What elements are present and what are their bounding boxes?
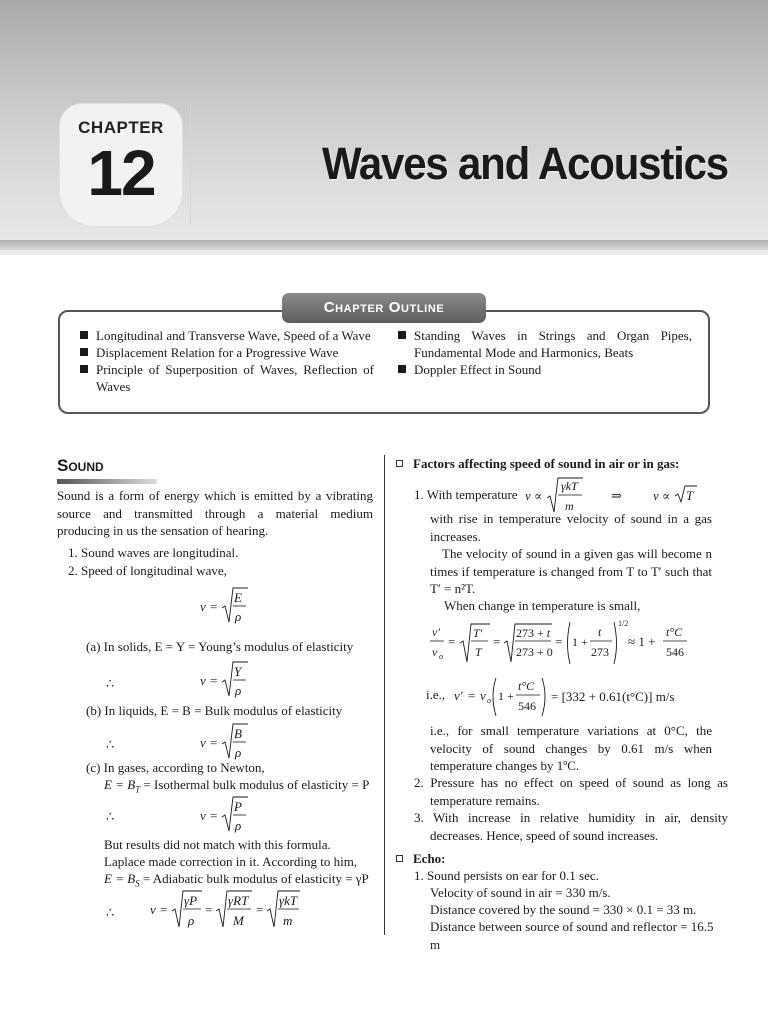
chapter-outline-label: Chapter Outline (282, 293, 486, 323)
chapter-label: CHAPTER (78, 118, 164, 137)
ie-lead: i.e., (426, 687, 446, 702)
echo-line-3: Distance covered by the sound = 330 × 0.1 = 33 m. (430, 902, 697, 917)
gases-line: (c) In gases, according to Newton, (86, 760, 265, 775)
bullet-square-icon (398, 331, 406, 339)
svg-text:=: = (468, 688, 476, 703)
echo-line-1: 1. Sound persists on ear for 0.1 sec. (414, 868, 599, 883)
svg-text:Y: Y (234, 664, 242, 679)
svg-text:=: = (205, 902, 213, 917)
echo-heading: Echo: (413, 851, 446, 866)
svg-text:γkT: γkT (561, 479, 578, 493)
therefore-symbol: ∴ (106, 809, 115, 824)
column-divider (384, 455, 385, 935)
svg-text:γP: γP (184, 893, 198, 908)
outline-item: Doppler Effect in Sound (396, 361, 692, 378)
therefore-symbol: ∴ (106, 737, 115, 752)
svg-text:v: v (200, 599, 206, 614)
factor-point-2: 2. Pressure has no effect on speed of sound as long as temperature remains. (414, 775, 728, 808)
svg-text:o: o (487, 696, 491, 705)
chapter-badge (60, 104, 182, 226)
svg-text:273 + 0: 273 + 0 (516, 645, 553, 659)
checkbox-bullet-icon (396, 855, 403, 862)
factor-para-small-change: When change in temperature is small, (444, 598, 641, 613)
formula-laplace (150, 887, 310, 933)
checkbox-bullet-icon (396, 460, 403, 467)
svg-text:=: = (160, 902, 168, 917)
factor-para-n-times: The velocity of sound in a given gas will become n times if temperature is changed from T to T′ such that T′ = n²T. (430, 546, 712, 596)
factor-1-lead: 1. With temperature (414, 487, 518, 502)
liquids-line: (b) In liquids, E = B = Bulk modulus of elasticity (86, 703, 343, 718)
svg-text:T′: T′ (473, 626, 483, 640)
laplace-text-1: But results did not match with this formula. (104, 837, 331, 852)
svg-text:≈ 1 +: ≈ 1 + (628, 634, 656, 649)
svg-text:=: = (210, 808, 218, 823)
svg-text:t: t (598, 625, 602, 639)
ie-paragraph: i.e., for small temperature variations at 0°C, the velocity of sound changes by 0.61 m/s when temperature changes by 1ºC. (430, 723, 712, 773)
svg-text:=: = (210, 599, 218, 614)
svg-text:v: v (200, 673, 206, 688)
formula-solids (200, 658, 260, 702)
outline-left-column (78, 327, 374, 395)
svg-text:ρ: ρ (235, 609, 242, 624)
svg-text:v: v (653, 488, 659, 503)
outline-item: Principle of Superposition of Waves, Reflection of Waves (78, 361, 374, 395)
svg-text:v: v (200, 735, 206, 750)
svg-text:T: T (475, 645, 482, 659)
svg-text:ρ: ρ (235, 818, 242, 833)
svg-text:=: = (448, 634, 456, 649)
svg-text:=: = (555, 634, 563, 649)
isothermal-line: $E = B_T$ = Isothermal bulk modulus of elasticity = P (104, 777, 370, 795)
svg-text:546: 546 (518, 699, 536, 713)
outline-item: Longitudinal and Transverse Wave, Speed of a Wave (78, 327, 374, 344)
svg-text:1 +: 1 + (498, 689, 514, 703)
svg-text:E: E (234, 590, 242, 605)
svg-text:T: T (686, 488, 694, 503)
svg-text:v: v (150, 902, 156, 917)
outline-item: Standing Waves in Strings and Organ Pipes, Fundamental Mode and Harmonics, Beats (396, 327, 692, 361)
svg-text:273 + t: 273 + t (516, 626, 551, 640)
outline-item: Displacement Relation for a Progressive Wave (78, 344, 374, 361)
bullet-square-icon (80, 365, 88, 373)
svg-text:v′: v′ (454, 688, 463, 703)
svg-text:v: v (525, 488, 531, 503)
bullet-square-icon (80, 348, 88, 356)
laplace-text-2: Laplace made correction in it. According to him, (104, 854, 358, 869)
therefore-symbol: ∴ (106, 676, 115, 691)
outline-right-column (396, 327, 692, 378)
echo-line-2: Velocity of sound in air = 330 m/s. (430, 885, 611, 900)
sound-point-2: 2. Speed of longitudinal wave, (68, 563, 227, 578)
svg-text:ρ: ρ (188, 913, 195, 928)
svg-text:M: M (233, 913, 244, 928)
svg-text:=: = (210, 735, 218, 750)
chapter-title: Waves and Acoustics (322, 138, 728, 189)
svg-text:γRT: γRT (228, 893, 249, 908)
svg-text:t°C: t°C (666, 625, 683, 639)
svg-text:∝: ∝ (662, 489, 671, 503)
formula-wave-speed (200, 584, 260, 628)
svg-text:=: = (256, 902, 264, 917)
formula-small-temperature-change (430, 616, 690, 670)
bullet-square-icon (80, 331, 88, 339)
svg-text:ρ: ρ (235, 683, 242, 698)
factor-1-continuation: with rise in temperature velocity of sound in a gas increases. (430, 511, 712, 544)
section-title-sound: Sound (57, 456, 104, 475)
svg-text:v: v (432, 645, 438, 659)
sound-point-1: 1. Sound waves are longitudinal. (68, 545, 239, 560)
svg-text:v′: v′ (432, 625, 440, 639)
factor-point-3: 3. With increase in relative humidity in air, density decreases. Hence, speed of sound increases. (414, 810, 728, 843)
svg-text:m: m (565, 499, 574, 513)
echo-line-4: Distance between source of sound and reflector = 16.5 m (430, 919, 714, 952)
ie-result: = [332 + 0.61(t°C)] m/s (551, 689, 675, 704)
formula-liquids (200, 720, 260, 764)
svg-text:∝: ∝ (534, 489, 543, 503)
svg-text:=: = (493, 634, 501, 649)
factors-heading: Factors affecting speed of sound in air or in gas: (413, 456, 680, 471)
solids-line: (a) In solids, E = Y = Young’s modulus of elasticity (86, 639, 354, 654)
adiabatic-line: $E = B_S$ = Adiabatic bulk modulus of elasticity = γP (104, 871, 369, 889)
svg-text:v: v (200, 808, 206, 823)
therefore-symbol: ∴ (106, 905, 115, 920)
svg-text:t°C: t°C (518, 679, 535, 693)
formula-linear-approximation (452, 674, 552, 720)
svg-text:⇒: ⇒ (611, 488, 622, 503)
header-stripe (0, 240, 768, 250)
bullet-square-icon (398, 365, 406, 373)
badge-divider (190, 104, 191, 224)
svg-text:ρ: ρ (235, 745, 242, 760)
formula-newton (200, 793, 260, 837)
svg-text:γkT: γkT (279, 893, 298, 908)
svg-text:P: P (234, 799, 242, 814)
svg-text:=: = (210, 673, 218, 688)
svg-text:v: v (480, 688, 486, 703)
svg-text:B: B (234, 726, 242, 741)
svg-text:546: 546 (666, 645, 684, 659)
svg-text:273: 273 (591, 645, 609, 659)
svg-text:1 +: 1 + (572, 635, 588, 649)
svg-text:o: o (439, 652, 443, 661)
chapter-number: 12 (87, 137, 155, 209)
section-title-underline (57, 479, 157, 484)
svg-text:1/2: 1/2 (618, 619, 629, 628)
svg-text:m: m (283, 913, 293, 928)
sound-intro: Sound is a form of energy which is emitted by a vibrating source and transmitted through a material medium producing in us the sensation of hearing. (57, 488, 373, 538)
